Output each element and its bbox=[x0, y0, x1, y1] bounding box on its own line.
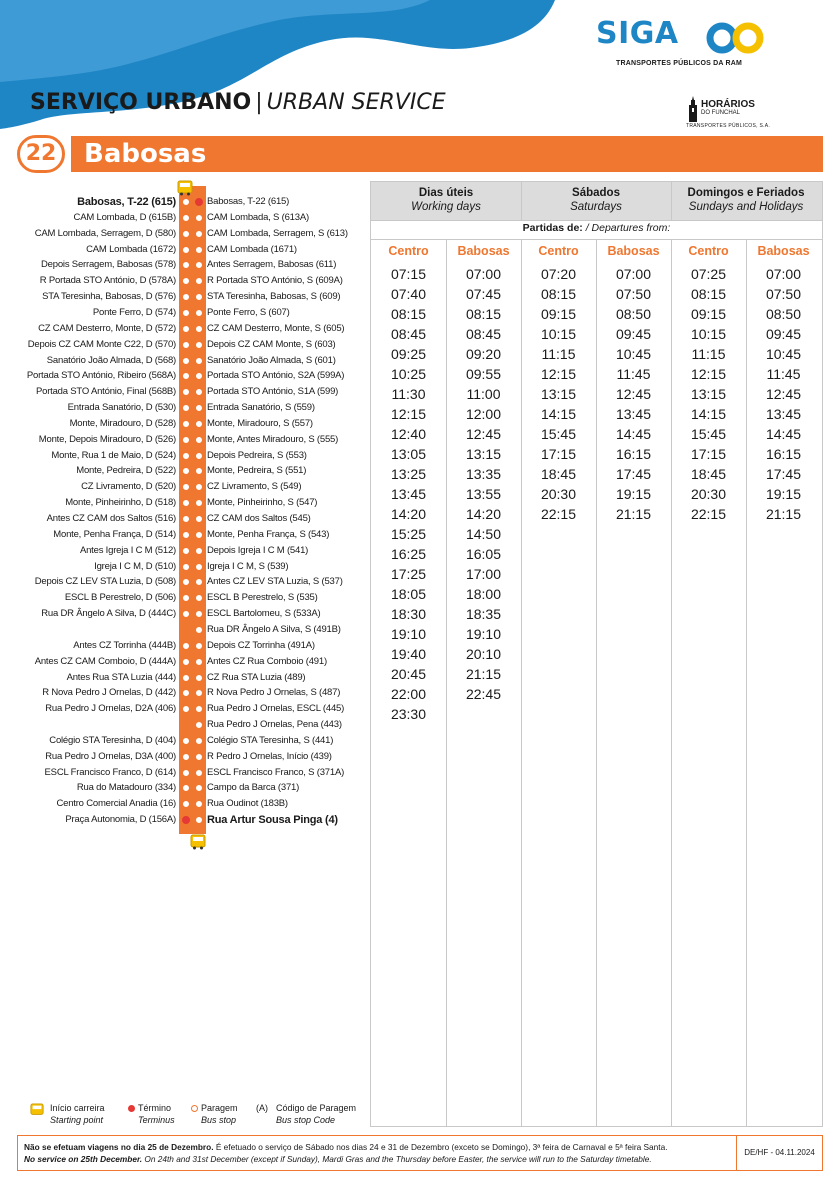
stop-circle-icon bbox=[182, 531, 190, 539]
legend-stop-en: Bus stop bbox=[201, 1115, 237, 1125]
legend-start-pt: Início carreira bbox=[50, 1103, 105, 1113]
departure-time: 17:15 bbox=[690, 446, 727, 462]
departure-time: 14:20 bbox=[390, 506, 427, 522]
stop-label: Antes Serragem, Babosas (611) bbox=[207, 259, 337, 271]
stop-label: Rua Artur Sousa Pinga (4) bbox=[207, 814, 338, 827]
divider bbox=[521, 182, 522, 220]
stop-label: Monte, Rua 1 de Maio, D (524) bbox=[51, 449, 176, 461]
timetable bbox=[370, 181, 823, 1127]
stop-label: Antes CZ CAM Comboio, D (444A) bbox=[34, 655, 176, 667]
stop-circle-icon bbox=[182, 658, 190, 666]
departure-time: 08:15 bbox=[465, 306, 502, 322]
footer-notice bbox=[17, 1135, 823, 1171]
footer-text bbox=[24, 1141, 734, 1165]
stop-circle-icon bbox=[182, 642, 190, 650]
stop-label: Rua DR Ângelo A Silva, D (444C) bbox=[41, 608, 176, 620]
departure-time: 13:05 bbox=[390, 446, 427, 462]
legend-code bbox=[256, 1102, 356, 1126]
stop-label: Monte, Miradouro, D (528) bbox=[69, 417, 176, 429]
departure-time: 15:45 bbox=[690, 426, 727, 442]
departure-time: 12:00 bbox=[465, 406, 502, 422]
stop-label: Portada STO António, S1A (599) bbox=[207, 386, 339, 398]
departure-time: 18:45 bbox=[690, 466, 727, 482]
stop-circle-icon bbox=[195, 737, 203, 745]
stop-circle-icon bbox=[182, 404, 190, 412]
footer-pt-rest: É efetuado o serviço de Sábado nos dias 24 e 31 de Dezembro (exceto se Domingo), 3ª feira de Carnaval e 5ª feira Santa. bbox=[213, 1142, 668, 1152]
group-title-en: Working days bbox=[411, 201, 481, 213]
times-column bbox=[446, 264, 521, 704]
stop-label: Monte, Miradouro, S (557) bbox=[207, 417, 313, 429]
horarios-name: HORÁRIOS bbox=[701, 99, 755, 110]
stop-label: CZ CAM dos Saltos (545) bbox=[207, 513, 311, 524]
departure-time: 19:10 bbox=[465, 626, 502, 642]
stop-label: Depois Igreja I C M (541) bbox=[207, 544, 309, 556]
stop-label: Monte, Pedreira, D (522) bbox=[76, 465, 176, 477]
group-title-pt: Sábados bbox=[572, 187, 620, 199]
departure-time: 12:40 bbox=[390, 426, 427, 442]
stop-circle-icon bbox=[182, 420, 190, 428]
column-header: Centro bbox=[388, 244, 429, 258]
stop-label: CAM Lombada, Serragem, S (613) bbox=[207, 227, 348, 239]
stop-label: Antes Igreja I C M (512) bbox=[79, 544, 176, 556]
stop-label: CZ Livramento, S (549) bbox=[207, 481, 302, 493]
departure-time: 09:20 bbox=[465, 346, 502, 362]
departure-time: 12:15 bbox=[540, 366, 577, 382]
departure-time: 12:45 bbox=[465, 426, 502, 442]
departure-time: 11:45 bbox=[766, 366, 801, 382]
stop-circle-icon bbox=[182, 246, 190, 254]
stop-label: R Nova Pedro J Ornelas, D (442) bbox=[42, 687, 176, 699]
stop-label: Antes CZ Torrinha (444B) bbox=[73, 639, 176, 651]
group-title-working-days bbox=[371, 186, 521, 214]
departure-time: 12:45 bbox=[615, 386, 652, 402]
departure-time: 20:10 bbox=[465, 646, 502, 662]
legend-start bbox=[30, 1102, 105, 1126]
stop-label: Monte, Penha França, S (543) bbox=[207, 528, 330, 540]
departure-time: 08:50 bbox=[615, 306, 652, 322]
stop-label: Ponte Ferro, S (607) bbox=[207, 306, 290, 318]
stop-label: Babosas, T-22 (615) bbox=[77, 196, 176, 208]
stop-label: Sanatório João Almada, S (601) bbox=[207, 354, 336, 366]
stop-label: STA Teresinha, Babosas, S (609) bbox=[207, 291, 341, 303]
stop-label: Rua Pedro J Ornelas, D2A (406) bbox=[45, 703, 176, 715]
stop-circle-icon bbox=[195, 515, 203, 523]
stop-circle-icon bbox=[195, 769, 203, 777]
departure-time: 22:45 bbox=[465, 686, 502, 702]
horarios-funchal-logo bbox=[686, 96, 786, 132]
departure-time: 22:15 bbox=[540, 506, 577, 522]
departure-time: 12:15 bbox=[690, 366, 727, 382]
stop-circle-icon bbox=[195, 230, 203, 238]
departure-time: 08:15 bbox=[540, 286, 577, 302]
stop-label: R Nova Pedro J Ornelas, S (487) bbox=[207, 687, 341, 699]
stop-label: Depois CZ Torrinha (491A) bbox=[207, 639, 315, 651]
stop-circle-icon bbox=[195, 341, 203, 349]
departure-time: 08:50 bbox=[765, 306, 802, 322]
departure-time: 14:45 bbox=[765, 426, 802, 442]
stop-circle-icon bbox=[195, 531, 203, 539]
departure-time: 14:45 bbox=[615, 426, 652, 442]
stop-label: Entrada Sanatório, D (530) bbox=[67, 402, 176, 414]
service-title-en: URBAN SERVICE bbox=[266, 90, 446, 115]
stop-label: Depois CZ CAM Monte, S (603) bbox=[207, 338, 336, 350]
legend-code-symbol: (A) bbox=[256, 1103, 268, 1113]
stop-label: R Portada STO António, S (609A) bbox=[207, 275, 343, 287]
column-header: Babosas bbox=[457, 244, 510, 258]
stop-label: Ponte Ferro, D (574) bbox=[92, 306, 176, 318]
legend bbox=[30, 1102, 370, 1130]
stop-label: ESCL B Perestrelo, S (535) bbox=[207, 592, 318, 604]
departure-time: 14:15 bbox=[690, 406, 727, 422]
departure-time: 12:45 bbox=[765, 386, 802, 402]
departure-time: 18:35 bbox=[465, 606, 502, 622]
stop-circle-icon bbox=[195, 753, 203, 761]
departure-time: 13:15 bbox=[465, 446, 502, 462]
stop-label: Centro Comercial Anadia (16) bbox=[56, 798, 176, 810]
stop-label: Rua Oudinot (183B) bbox=[207, 798, 288, 810]
times-column bbox=[596, 264, 671, 524]
departure-time: 18:05 bbox=[390, 586, 427, 602]
departure-time: 13:25 bbox=[390, 466, 427, 482]
departure-time: 18:30 bbox=[390, 606, 427, 622]
departure-time: 12:15 bbox=[390, 406, 427, 422]
stop-label: ESCL Francisco Franco, S (371A) bbox=[207, 766, 345, 778]
stop-label: Portada STO António, Ribeiro (568A) bbox=[26, 370, 176, 382]
departure-time: 11:45 bbox=[616, 366, 651, 382]
departure-time: 07:00 bbox=[765, 266, 802, 282]
stop-circle-icon bbox=[182, 436, 190, 444]
service-title-pt: SERVIÇO URBANO bbox=[30, 90, 252, 115]
stop-circle-icon bbox=[195, 452, 203, 460]
departure-time: 08:15 bbox=[690, 286, 727, 302]
stop-circle-icon bbox=[182, 547, 190, 555]
horarios-sub: DO FUNCHAL bbox=[701, 110, 741, 116]
stop-label: ESCL Francisco Franco, D (614) bbox=[44, 766, 176, 778]
stop-label: Campo da Barca (371) bbox=[207, 782, 300, 794]
stop-label: CAM Lombada (1672) bbox=[86, 243, 176, 255]
legend-code-en: Bus stop Code bbox=[276, 1115, 336, 1125]
stop-label: R Portada STO António, D (578A) bbox=[39, 275, 176, 287]
stop-label: STA Teresinha, Babosas, D (576) bbox=[42, 291, 176, 303]
departure-time: 20:30 bbox=[690, 486, 727, 502]
departure-time: 22:00 bbox=[390, 686, 427, 702]
footer-en-rest: On 24th and 31st December (except if Sunday), Mardi Gras and the Thursday before Easter, the service will run to the Saturday timetable. bbox=[142, 1154, 652, 1164]
departure-time: 08:45 bbox=[465, 326, 502, 342]
stop-circle-icon bbox=[195, 626, 203, 634]
logo-text: SIGA bbox=[596, 16, 679, 51]
stop-label: Monte, Pinheirinho, D (518) bbox=[65, 497, 176, 509]
stop-circle-icon bbox=[195, 721, 203, 729]
departure-time: 11:30 bbox=[391, 386, 426, 402]
departure-time: 09:25 bbox=[390, 346, 427, 362]
stop-label: Rua Pedro J Ornelas, ESCL (445) bbox=[207, 703, 345, 715]
footer-pt-bold: Não se efetuam viagens no dia 25 de Dezembro. bbox=[24, 1142, 214, 1152]
departure-time: 19:40 bbox=[390, 646, 427, 662]
stop-label: Antes CZ LEV STA Luzia, S (537) bbox=[207, 576, 343, 588]
departure-time: 07:50 bbox=[615, 286, 652, 302]
document-code: DE/HF - 04.11.2024 bbox=[736, 1136, 822, 1170]
stop-label: ESCL B Perestrelo, D (506) bbox=[64, 592, 176, 604]
stop-label: Sanatório João Almada, D (568) bbox=[46, 354, 176, 366]
footer-en-bold: No service on 25th December. bbox=[24, 1154, 143, 1164]
start-bus-icon bbox=[30, 1103, 44, 1117]
group-title-pt: Dias úteis bbox=[418, 187, 474, 199]
departure-time: 10:15 bbox=[540, 326, 577, 342]
terminus-dot-icon bbox=[195, 198, 203, 206]
departure-time: 16:05 bbox=[465, 546, 502, 562]
divider bbox=[371, 220, 822, 221]
logo-subtitle: TRANSPORTES PÚBLICOS DA RAM bbox=[616, 60, 743, 67]
legend-terminus-pt: Término bbox=[138, 1103, 172, 1113]
stop-label: Depois CZ CAM Monte C22, D (570) bbox=[27, 338, 176, 350]
departure-time: 13:55 bbox=[465, 486, 502, 502]
departure-time: 07:15 bbox=[390, 266, 427, 282]
start-bus-icon bbox=[177, 180, 193, 196]
stop-circle-icon bbox=[182, 753, 190, 761]
stop-circle-icon bbox=[182, 357, 190, 365]
stop-label: Rua Pedro J Ornelas, D3A (400) bbox=[45, 750, 176, 762]
stop-circle-icon bbox=[195, 563, 203, 571]
departure-time: 20:45 bbox=[390, 666, 427, 682]
stop-circle-icon bbox=[195, 357, 203, 365]
stop-label: Monte, Penha França, D (514) bbox=[53, 528, 176, 540]
departure-time: 07:25 bbox=[690, 266, 727, 282]
stop-circle-icon bbox=[182, 341, 190, 349]
stop-circle-icon bbox=[195, 214, 203, 222]
departure-time: 17:45 bbox=[615, 466, 652, 482]
column-header: Babosas bbox=[757, 244, 810, 258]
departure-time: 09:55 bbox=[465, 366, 502, 382]
stop-label: Portada STO António, S2A (599A) bbox=[207, 370, 345, 382]
stop-label: CZ Livramento, D (520) bbox=[81, 481, 176, 493]
legend-stop bbox=[191, 1102, 238, 1126]
legend-start-en: Starting point bbox=[50, 1115, 104, 1125]
departure-time: 13:35 bbox=[465, 466, 502, 482]
legend-terminus-en: Terminus bbox=[138, 1115, 175, 1125]
stop-circle-icon bbox=[182, 309, 190, 317]
departure-time: 18:45 bbox=[540, 466, 577, 482]
stop-circle-icon bbox=[195, 658, 203, 666]
departure-time: 14:15 bbox=[540, 406, 577, 422]
departure-time: 13:15 bbox=[540, 386, 577, 402]
footer-line-en bbox=[24, 1153, 734, 1165]
stop-label: CAM Lombada, Serragem, D (580) bbox=[34, 227, 176, 239]
route-name: Babosas bbox=[84, 139, 207, 169]
departure-time: 19:15 bbox=[615, 486, 652, 502]
departure-time: 21:15 bbox=[765, 506, 802, 522]
departure-time: 23:30 bbox=[390, 706, 427, 722]
legend-terminus bbox=[128, 1102, 175, 1126]
times-column bbox=[521, 264, 596, 524]
departure-time: 13:45 bbox=[765, 406, 802, 422]
stop-circle-icon bbox=[182, 737, 190, 745]
departure-time: 20:30 bbox=[540, 486, 577, 502]
stop-circle-icon bbox=[195, 404, 203, 412]
departure-time: 21:15 bbox=[465, 666, 502, 682]
times-column bbox=[371, 264, 446, 724]
departure-time: 22:15 bbox=[690, 506, 727, 522]
departures-label bbox=[371, 222, 822, 234]
stop-label: Igreja I C M, D (510) bbox=[94, 560, 176, 572]
departure-time: 09:45 bbox=[615, 326, 652, 342]
stop-circle-icon bbox=[182, 230, 190, 238]
stop-circle-icon bbox=[182, 198, 190, 206]
departure-time: 08:15 bbox=[390, 306, 427, 322]
times-column bbox=[746, 264, 821, 524]
stop-label: Colégio STA Teresinha, S (441) bbox=[207, 734, 334, 746]
stop-label: CZ CAM Desterro, Monte, D (572) bbox=[38, 322, 176, 334]
departure-time: 13:45 bbox=[390, 486, 427, 502]
departure-time: 17:15 bbox=[540, 446, 577, 462]
siga-logo bbox=[596, 16, 776, 76]
departure-time: 13:15 bbox=[690, 386, 727, 402]
departure-time: 07:40 bbox=[390, 286, 427, 302]
stop-label: Depois Pedreira, S (553) bbox=[207, 449, 307, 461]
stop-label: Colégio STA Teresinha, D (404) bbox=[49, 734, 176, 746]
departure-time: 18:00 bbox=[465, 586, 502, 602]
column-header: Centro bbox=[538, 244, 579, 258]
departure-time: 17:25 bbox=[390, 566, 427, 582]
group-title-en: Saturdays bbox=[570, 201, 622, 213]
departures-label-en: / Departures from: bbox=[585, 222, 671, 234]
departure-time: 10:25 bbox=[390, 366, 427, 382]
end-bus-icon bbox=[190, 834, 206, 850]
route-number-badge: 22 bbox=[17, 135, 65, 173]
service-title-separator: | bbox=[255, 90, 263, 115]
departure-time: 21:15 bbox=[615, 506, 652, 522]
departure-time: 10:15 bbox=[690, 326, 727, 342]
departure-time: 09:15 bbox=[690, 306, 727, 322]
departure-time: 11:00 bbox=[466, 386, 501, 402]
stop-circle-icon bbox=[195, 420, 203, 428]
logo-rings-icon bbox=[705, 21, 769, 55]
stop-label: Rua do Matadouro (334) bbox=[76, 782, 176, 794]
stop-label: CZ Rua STA Luzia (489) bbox=[207, 671, 306, 683]
departure-time: 07:50 bbox=[765, 286, 802, 302]
stop-label: Portada STO António, Final (568B) bbox=[35, 386, 176, 398]
stop-label: CAM Lombada, D (615B) bbox=[73, 211, 176, 223]
departure-time: 07:20 bbox=[540, 266, 577, 282]
group-title-saturdays bbox=[521, 186, 671, 214]
departure-time: 11:15 bbox=[541, 346, 576, 362]
stop-label: Monte, Depois Miradouro, D (526) bbox=[38, 433, 176, 445]
column-header: Centro bbox=[688, 244, 729, 258]
departure-time: 10:45 bbox=[615, 346, 652, 362]
stop-circle-icon bbox=[182, 674, 190, 682]
departure-time: 17:45 bbox=[765, 466, 802, 482]
departure-time: 09:45 bbox=[765, 326, 802, 342]
horarios-company: TRANSPORTES PÚBLICOS, S.A. bbox=[686, 123, 771, 129]
stop-label: Praça Autonomia, D (156A) bbox=[65, 814, 176, 826]
stop-label: CAM Lombada (1671) bbox=[207, 243, 297, 255]
stop-circle-icon bbox=[195, 436, 203, 444]
stop-circle-icon bbox=[195, 547, 203, 555]
stop-label: Antes CZ CAM dos Saltos (516) bbox=[46, 513, 176, 524]
departure-time: 07:45 bbox=[465, 286, 502, 302]
stop-label: Babosas, T-22 (615) bbox=[207, 196, 290, 207]
legend-stop-pt: Paragem bbox=[201, 1103, 238, 1113]
stop-circle-icon bbox=[191, 1105, 198, 1112]
group-title-sundays-holidays bbox=[671, 186, 821, 214]
departure-time: 14:50 bbox=[465, 526, 502, 542]
stop-label: CAM Lombada, S (613A) bbox=[207, 211, 309, 223]
departure-time: 10:45 bbox=[765, 346, 802, 362]
departure-time: 13:45 bbox=[615, 406, 652, 422]
stop-label: Depois CZ LEV STA Luzia, D (508) bbox=[34, 576, 176, 588]
terminus-dot-icon bbox=[128, 1105, 135, 1112]
departure-time: 16:15 bbox=[765, 446, 802, 462]
stop-circle-icon bbox=[195, 674, 203, 682]
stop-label: Monte, Pedreira, S (551) bbox=[207, 465, 307, 477]
group-title-pt: Domingos e Feriados bbox=[687, 187, 805, 199]
departure-time: 09:15 bbox=[540, 306, 577, 322]
departure-time: 15:45 bbox=[540, 426, 577, 442]
departures-label-pt: Partidas de: bbox=[522, 222, 583, 234]
group-title-en: Sundays and Holidays bbox=[688, 201, 804, 213]
column-header: Babosas bbox=[607, 244, 660, 258]
departure-time: 16:15 bbox=[615, 446, 652, 462]
stop-circle-icon bbox=[182, 563, 190, 571]
stop-circle-icon bbox=[195, 309, 203, 317]
departure-time: 19:15 bbox=[765, 486, 802, 502]
stop-label: ESCL Bartolomeu, S (533A) bbox=[207, 608, 321, 620]
stop-label: Antes Rua STA Luzia (444) bbox=[66, 671, 176, 683]
stop-label: Monte, Antes Miradouro, S (555) bbox=[207, 433, 339, 445]
stop-label: Rua Pedro J Ornelas, Pena (443) bbox=[207, 719, 342, 731]
stop-circle-icon bbox=[182, 325, 190, 333]
tower-icon bbox=[687, 96, 699, 122]
departure-time: 07:00 bbox=[465, 266, 502, 282]
times-column bbox=[671, 264, 746, 524]
stop-circle-icon bbox=[182, 769, 190, 777]
departure-time: 17:00 bbox=[465, 566, 502, 582]
footer-line-pt bbox=[24, 1141, 734, 1153]
stop-label: Monte, Pinheirinho, S (547) bbox=[207, 497, 318, 509]
departure-time: 14:20 bbox=[465, 506, 502, 522]
departure-time: 15:25 bbox=[390, 526, 427, 542]
stop-label: Antes CZ Rua Comboio (491) bbox=[207, 655, 327, 667]
stop-label: CZ CAM Desterro, Monte, S (605) bbox=[207, 322, 345, 334]
stop-circle-icon bbox=[195, 642, 203, 650]
departure-time: 19:10 bbox=[390, 626, 427, 642]
legend-code-pt: Código de Paragem bbox=[276, 1103, 357, 1113]
stop-circle-icon bbox=[182, 515, 190, 523]
stop-circle-icon bbox=[182, 452, 190, 460]
departure-time: 11:15 bbox=[691, 346, 726, 362]
divider bbox=[671, 182, 672, 220]
stop-label: Entrada Sanatório, S (559) bbox=[207, 402, 315, 414]
stop-circle-icon bbox=[195, 325, 203, 333]
stop-label: Depois Serragem, Babosas (578) bbox=[41, 259, 176, 271]
stop-circle-icon bbox=[195, 246, 203, 254]
stop-label: R Pedro J Ornelas, Início (439) bbox=[207, 750, 332, 762]
departure-time: 08:45 bbox=[390, 326, 427, 342]
departure-time: 07:00 bbox=[615, 266, 652, 282]
stop-label: Igreja I C M, S (539) bbox=[207, 560, 289, 572]
service-title bbox=[30, 90, 446, 115]
stop-circle-icon bbox=[182, 214, 190, 222]
departure-time: 16:25 bbox=[390, 546, 427, 562]
stop-label: Rua DR Ângelo A Silva, S (491B) bbox=[207, 623, 341, 635]
